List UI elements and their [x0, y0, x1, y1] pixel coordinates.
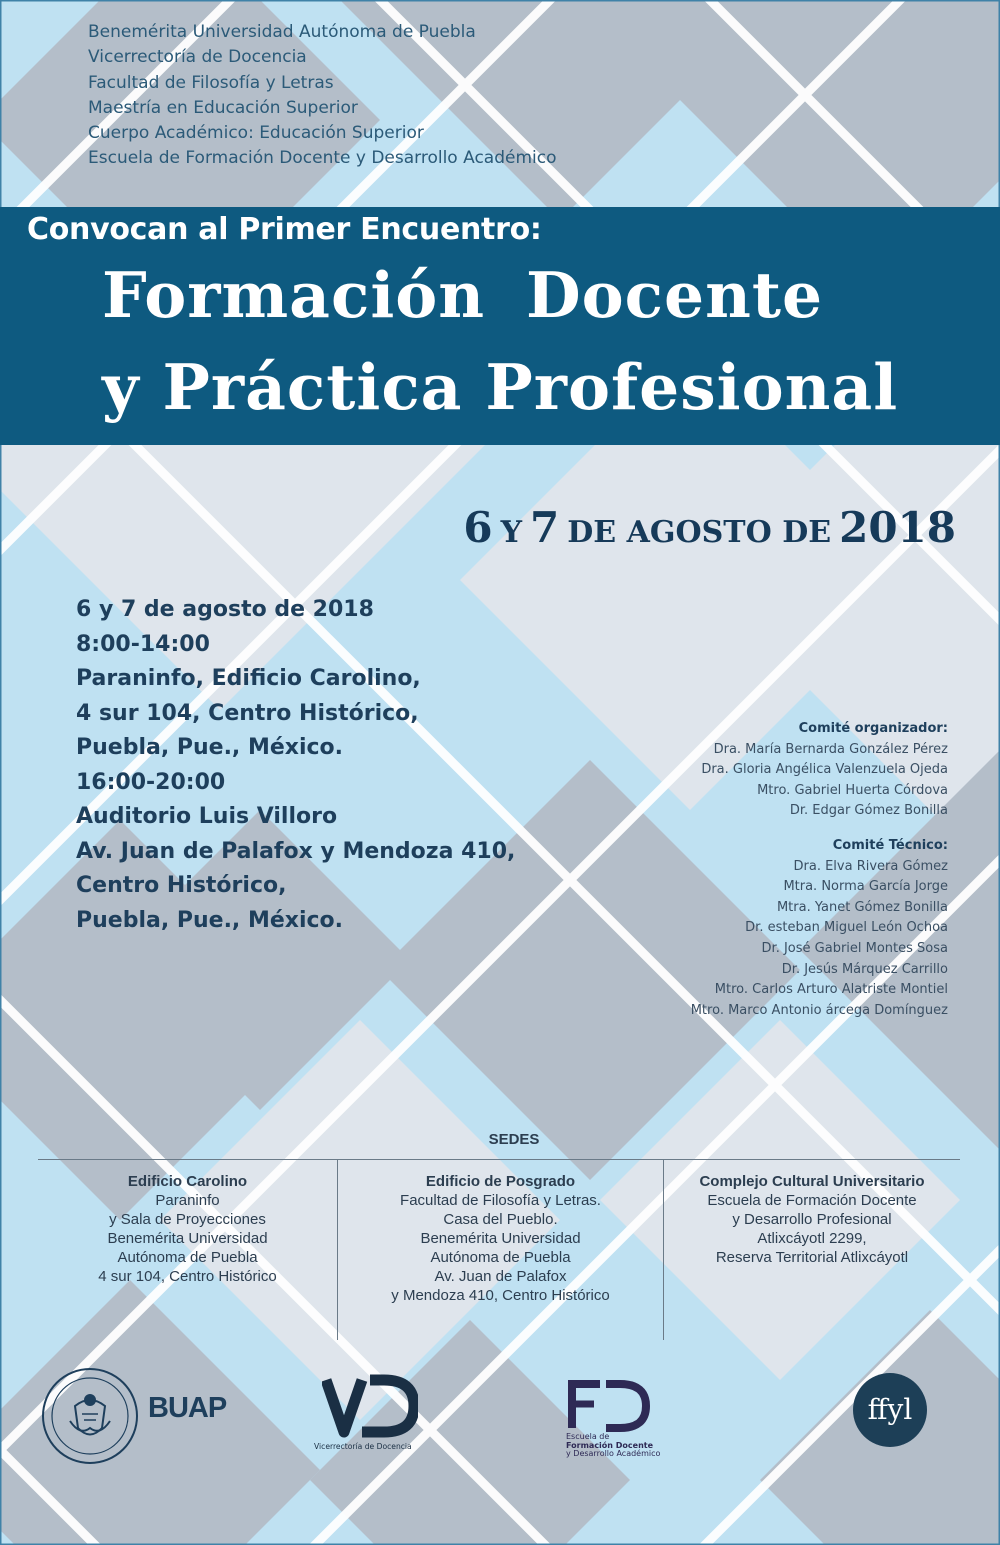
event-info — [76, 593, 515, 938]
event-time-afternoon: 16:00-20:00 — [76, 769, 226, 795]
committee-member: Dra. Elva Rivera Gómez — [793, 858, 948, 874]
venue-line: Casa del Pueblo. — [443, 1211, 558, 1228]
event-venue-line: Av. Juan de Palafox y Mendoza 410, — [76, 838, 516, 864]
organization-line: Cuerpo Académico: Educación Superior — [88, 123, 424, 144]
event-venue-line: Puebla, Pue., México. — [76, 735, 343, 760]
fd-logo-caption — [566, 1433, 660, 1459]
venue-line: Av. Juan de Palafox — [434, 1268, 567, 1285]
committee-member: Mtro. Gabriel Huerta Córdova — [757, 782, 948, 798]
title-line-2: y Práctica Profesional — [102, 350, 899, 424]
venue-line: 4 sur 104, Centro Histórico — [98, 1268, 277, 1285]
event-venue-line: Puebla, Pue., México. — [76, 907, 343, 933]
organization-line: Vicerrectoría de Docencia — [88, 47, 307, 68]
venue-posgrado — [338, 1172, 663, 1305]
vd-logo-caption: Vicerrectoría de Docencia — [314, 1442, 412, 1451]
sedes-divider — [38, 1159, 960, 1160]
venue-name: Edificio Carolino — [127, 1173, 248, 1190]
fd-caption-line: Escuela de — [566, 1432, 610, 1441]
venue-line: Atlixcáyotl 2299, — [757, 1230, 867, 1247]
committee-member: Mtra. Norma García Jorge — [783, 879, 948, 895]
venue-name: Complejo Cultural Universitario — [699, 1173, 925, 1190]
committee-member: Dr. esteban Miguel León Ochoa — [745, 920, 948, 936]
date-banner — [316, 498, 956, 554]
event-date: 6 y 7 de agosto de 2018 — [76, 597, 374, 622]
fd-caption-line: y Desarrollo Académico — [566, 1449, 661, 1458]
sedes-title: SEDES — [488, 1131, 540, 1148]
event-venue-line: Paraninfo, Edificio Carolino, — [76, 666, 421, 691]
buap-seal-logo — [40, 1366, 140, 1466]
committee-member: Dra. Gloria Angélica Valenzuela Ojeda — [701, 762, 948, 778]
event-time-morning: 8:00-14:00 — [76, 631, 210, 657]
venue-line: y Desarrollo Profesional — [732, 1211, 892, 1228]
committee-member: Dra. María Bernarda González Pérez — [713, 741, 948, 757]
event-venue-line: Centro Histórico, — [76, 873, 287, 898]
fd-logo — [566, 1376, 650, 1432]
venue-line: Autónoma de Puebla — [117, 1249, 258, 1266]
committee-member: Dr. Jesús Márquez Carrillo — [781, 961, 948, 977]
committee-organizer-title: Comité organizador: — [798, 721, 948, 736]
date-banner-text: 6 Y 7 DE AGOSTO DE 2018 — [463, 503, 956, 552]
venue-line: Autónoma de Puebla — [430, 1249, 571, 1266]
venue-line: Reserva Territorial Atlixcáyotl — [715, 1249, 909, 1266]
venue-complejo-cultural — [664, 1172, 960, 1267]
committee-member: Mtro. Carlos Arturo Alatriste Montiel — [714, 982, 948, 998]
title-line-1: Formación Docente — [102, 258, 824, 332]
venue-carolino — [38, 1172, 337, 1286]
venue-line: Escuela de Formación Docente — [707, 1192, 917, 1209]
organization-line: Benemérita Universidad Autónoma de Puebla — [88, 22, 476, 42]
organizations-list — [88, 20, 557, 172]
date-banner-svg — [316, 498, 956, 554]
committee-technical-title: Comité Técnico: — [832, 837, 948, 853]
organization-line: Facultad de Filosofía y Letras — [88, 72, 334, 93]
committee-member: Dr. José Gabriel Montes Sosa — [761, 940, 948, 956]
venue-name: Edificio de Posgrado — [425, 1173, 576, 1190]
convocan-heading: Convocan al Primer Encuentro: — [27, 212, 542, 247]
venue-line: Facultad de Filosofía y Letras. — [400, 1192, 601, 1209]
venue-line: Benemérita Universidad — [420, 1230, 581, 1247]
buap-logo-text: BUAP — [148, 1392, 227, 1424]
organization-line: Escuela de Formación Docente y Desarrollo Académico — [88, 148, 557, 169]
committee-member: Dr. Edgar Gómez Bonilla — [789, 803, 948, 819]
event-venue-line: Auditorio Luis Villoro — [76, 804, 338, 829]
venue-line: y Sala de Proyecciones — [109, 1211, 266, 1228]
committee-member: Mtro. Marco Antonio árcega Domínguez — [690, 1002, 948, 1018]
venue-line: Paraninfo — [155, 1192, 220, 1209]
committees — [691, 719, 948, 1021]
venue-line: Benemérita Universidad — [107, 1230, 268, 1247]
committee-member: Mtra. Yanet Gómez Bonilla — [776, 899, 948, 915]
venue-line: y Mendoza 410, Centro Histórico — [391, 1287, 610, 1304]
ffyl-logo-text: ffyl — [867, 1393, 913, 1426]
event-venue-line: 4 sur 104, Centro Histórico, — [76, 700, 419, 726]
fd-caption-line: Formación Docente — [566, 1440, 654, 1450]
ffyl-logo — [852, 1372, 928, 1448]
organization-line: Maestría en Educación Superior — [88, 97, 358, 118]
vd-logo — [322, 1374, 418, 1440]
